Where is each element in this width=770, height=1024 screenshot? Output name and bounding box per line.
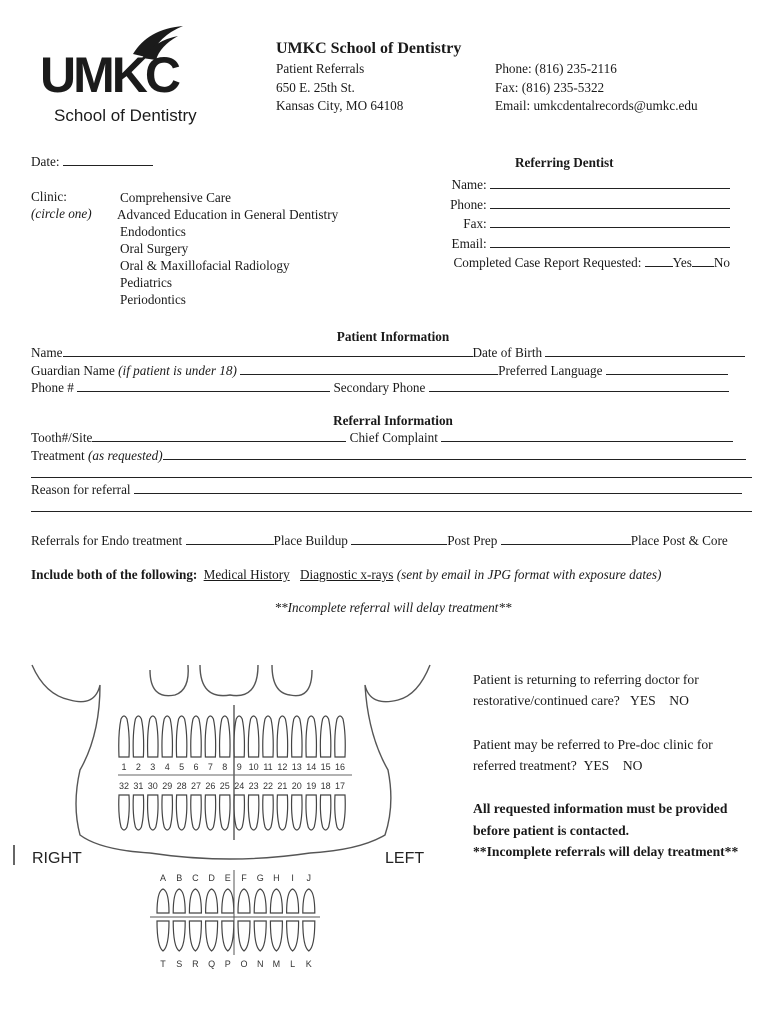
primary-upper-tooth <box>222 889 234 913</box>
lower-tooth <box>306 795 317 830</box>
upper-tooth <box>277 716 288 757</box>
treatment-field[interactable] <box>31 448 746 464</box>
upper-tooth-number: 13 <box>291 762 302 772</box>
lower-tooth <box>191 795 202 830</box>
upper-tooth-number: 12 <box>277 762 288 772</box>
upper-tooth-number: 7 <box>207 762 213 772</box>
lower-tooth-number: 20 <box>291 781 302 791</box>
lower-tooth <box>162 795 173 830</box>
medical-history-label: Medical History <box>203 567 290 582</box>
endo-field[interactable] <box>31 533 728 549</box>
lower-tooth-number: 27 <box>190 781 202 791</box>
primary-upper-tooth <box>270 889 282 913</box>
predoc-question-line2: referred treatment? <box>473 758 577 773</box>
address-line-3: Kansas City, MO 64108 <box>276 98 404 113</box>
guardian-field[interactable] <box>31 363 728 379</box>
primary-upper-letter: H <box>273 873 280 883</box>
upper-tooth-number: 10 <box>248 762 259 772</box>
required-notice <box>473 798 738 863</box>
lower-tooth-number: 22 <box>262 781 274 791</box>
dentist-name-field[interactable] <box>450 175 730 195</box>
upper-tooth-number: 2 <box>135 762 141 772</box>
primary-lower-tooth <box>270 921 282 951</box>
lower-tooth <box>292 795 303 830</box>
upper-tooth <box>234 716 245 757</box>
case-report-label: Completed Case Report Requested: <box>453 255 642 270</box>
primary-lower-letter: N <box>256 959 264 969</box>
primary-upper-letter: B <box>176 873 183 883</box>
primary-upper-letter: E <box>224 873 231 883</box>
returning-no[interactable]: NO <box>669 693 689 708</box>
primary-lower-tooth <box>303 921 315 951</box>
left-side-label: LEFT <box>385 850 425 867</box>
returning-question-line2: restorative/continued care? <box>473 693 620 708</box>
primary-lower-letter: P <box>224 959 231 969</box>
lower-tooth-number: 18 <box>320 781 331 791</box>
treatment-line <box>163 458 746 460</box>
case-report-yes-line <box>645 265 673 267</box>
dentist-fax-label: Fax: <box>463 216 487 231</box>
upper-tooth <box>220 716 231 757</box>
lower-tooth-number: 30 <box>147 781 158 791</box>
chief-complaint-label: Chief Complaint <box>349 430 438 445</box>
primary-upper-tooth <box>287 889 299 913</box>
logo <box>38 28 198 128</box>
dentist-fax-field[interactable] <box>450 214 730 234</box>
case-report-no[interactable]: No <box>713 255 730 270</box>
upper-tooth-number: 15 <box>320 762 331 772</box>
xrays-note: (sent by email in JPG format with exposure dates) <box>396 567 662 582</box>
reason-line <box>134 492 742 494</box>
reason-field[interactable] <box>31 482 742 498</box>
place-buildup-label: Place Buildup <box>273 533 348 548</box>
primary-lower-tooth <box>157 921 169 951</box>
predoc-question-line1: Patient may be referred to Pre-doc clinic for <box>473 737 713 752</box>
palate-right <box>272 665 312 696</box>
case-report-field[interactable] <box>450 253 730 273</box>
dentist-email-line <box>490 246 730 248</box>
include-line <box>31 567 661 583</box>
language-line <box>606 373 728 375</box>
lower-tooth <box>248 795 259 830</box>
date-label: Date: <box>31 154 60 169</box>
upper-tooth <box>133 716 144 757</box>
address-line-1: Patient Referrals <box>276 61 365 76</box>
upper-tooth-number: 14 <box>306 762 317 772</box>
patient-info-heading: Patient Information <box>336 329 450 344</box>
lower-tooth <box>205 795 216 830</box>
clinic-option-oral-surgery[interactable]: Oral Surgery <box>120 241 189 256</box>
incomplete-warning: **Incomplete referral will delay treatment** <box>274 600 512 615</box>
patient-name-field[interactable] <box>31 345 745 361</box>
primary-upper-tooth <box>303 889 315 913</box>
primary-upper-letter: C <box>192 873 199 883</box>
required-notice-line1: All requested information must be provided <box>473 801 728 816</box>
clinic-option-aegd[interactable]: Advanced Education in General Dentistry <box>117 207 339 222</box>
tooth-site-label: Tooth#/Site <box>31 430 93 445</box>
primary-lower-tooth <box>238 921 250 951</box>
endo-buildup-line <box>186 543 274 545</box>
dentist-phone-label: Phone: <box>450 196 487 212</box>
dentist-phone-line <box>490 207 730 209</box>
jaw-outline-right <box>310 665 430 853</box>
lower-tooth <box>263 795 274 830</box>
upper-tooth-number: 6 <box>193 762 199 772</box>
secondary-phone-line <box>429 390 729 392</box>
dentist-email-label: Email: <box>451 235 487 251</box>
guardian-line <box>240 373 498 375</box>
upper-tooth <box>176 716 187 757</box>
primary-lower-letter: R <box>192 959 199 969</box>
lower-tooth <box>234 795 245 830</box>
lower-tooth-number: 28 <box>176 781 187 791</box>
primary-lower-letter: S <box>176 959 183 969</box>
predoc-no[interactable]: NO <box>622 758 643 773</box>
guardian-label: Guardian Name <box>31 363 115 378</box>
predoc-yes[interactable]: YES <box>583 758 610 773</box>
treatment-line-2[interactable] <box>31 477 752 478</box>
dob-label: Date of Birth <box>472 345 543 360</box>
post-core-label: Place Post & Core <box>630 533 728 548</box>
lower-tooth-number: 23 <box>248 781 259 791</box>
page-title: UMKC School of Dentistry <box>276 40 462 57</box>
date-line <box>63 164 153 166</box>
lower-tooth-number: 24 <box>234 781 245 791</box>
phone-label: Phone # <box>31 380 74 395</box>
dentist-phone-field[interactable] <box>450 195 730 215</box>
patient-name-line <box>63 355 473 357</box>
contact-fax: Fax: (816) 235-5322 <box>495 80 605 95</box>
language-label: Preferred Language <box>498 363 603 378</box>
lower-teeth <box>119 795 346 830</box>
lower-tooth <box>320 795 331 830</box>
primary-upper-letter: A <box>159 873 167 883</box>
required-notice-line2: before patient is contacted. <box>473 822 630 838</box>
upper-tooth <box>248 716 259 757</box>
upper-tooth-number: 9 <box>236 762 242 772</box>
upper-tooth-number: 1 <box>121 762 127 772</box>
upper-tooth-number: 3 <box>150 762 156 772</box>
primary-lower-letter: K <box>305 959 312 969</box>
patient-name-label: Name <box>31 345 63 360</box>
lower-tooth <box>148 795 159 830</box>
clinic-option-periodontics[interactable]: Periodontics <box>120 292 186 307</box>
reason-line-2[interactable] <box>31 511 752 512</box>
referring-dentist-heading: Referring Dentist <box>515 155 614 170</box>
upper-tooth-number: 4 <box>164 762 170 772</box>
primary-upper-tooth <box>254 889 266 913</box>
logo-text: UMKC <box>40 47 178 103</box>
primary-upper-letter: J <box>306 873 312 883</box>
jaw-bottom <box>150 853 310 859</box>
secondary-phone-label: Secondary Phone <box>333 380 426 395</box>
lower-tooth-number: 32 <box>118 781 130 791</box>
lower-tooth <box>277 795 288 830</box>
guardian-note: (if patient is under 18) <box>118 363 237 378</box>
lower-tooth <box>176 795 187 830</box>
primary-upper-tooth <box>157 889 169 913</box>
required-notice-line3: **Incomplete referrals will delay treatment** <box>473 844 739 859</box>
clinic-options <box>117 189 338 308</box>
primary-lower-letter: L <box>290 959 296 969</box>
primary-lower-letter: T <box>160 959 166 969</box>
clinic-label: Clinic: <box>31 189 67 204</box>
upper-tooth <box>205 716 216 757</box>
include-label: Include both of the following: <box>31 567 198 582</box>
lower-tooth <box>133 795 144 830</box>
upper-tooth <box>148 716 159 757</box>
upper-tooth <box>306 716 317 757</box>
returning-question-line1: Patient is returning to referring doctor for <box>473 672 699 687</box>
lower-tooth-number: 26 <box>205 781 216 791</box>
lower-tooth-number: 21 <box>277 781 288 791</box>
post-prep-label: Post Prep <box>447 533 498 548</box>
phone-field[interactable] <box>31 380 729 396</box>
lower-tooth-number: 29 <box>162 781 173 791</box>
endo-postcore-line <box>501 543 631 545</box>
returning-question <box>473 669 699 711</box>
upper-tooth <box>335 716 346 757</box>
chief-complaint-line <box>441 440 733 442</box>
case-report-no-line <box>692 265 714 267</box>
upper-tooth-number: 11 <box>263 762 273 772</box>
primary-lower-letter: O <box>240 959 248 969</box>
endo-label: Referrals for Endo treatment <box>31 533 183 548</box>
upper-tooth-number: 16 <box>334 762 346 772</box>
upper-tooth <box>162 716 173 757</box>
referral-info-heading: Referral Information <box>333 413 453 428</box>
upper-tooth <box>320 716 331 757</box>
upper-tooth <box>191 716 202 757</box>
primary-lower-tooth <box>287 921 299 951</box>
clinic-option-endodontics[interactable]: Endodontics <box>120 224 186 239</box>
palate-center <box>200 665 258 696</box>
upper-tooth <box>119 716 130 757</box>
treatment-label: Treatment <box>31 448 85 463</box>
lower-tooth-number: 25 <box>219 781 230 791</box>
lower-tooth <box>335 795 346 830</box>
dentist-name-line <box>490 187 730 189</box>
primary-lower-letter: M <box>272 959 281 969</box>
dentist-name-label: Name: <box>451 177 487 192</box>
jaw-outline-left <box>32 665 150 853</box>
primary-upper-tooth <box>238 889 250 913</box>
logo-subtitle: School of Dentistry <box>54 106 197 125</box>
contact-email: Email: umkcdentalrecords@umkc.edu <box>495 98 698 113</box>
dentist-fax-line <box>490 226 730 228</box>
lower-tooth-number: 17 <box>334 781 346 791</box>
palate-left <box>150 665 188 696</box>
clinic-option-pediatrics[interactable]: Pediatrics <box>120 275 173 290</box>
primary-lower-tooth <box>254 921 266 951</box>
predoc-question <box>473 734 713 776</box>
lower-tooth-number: 19 <box>306 781 317 791</box>
lower-tooth <box>220 795 231 830</box>
reason-label: Reason for referral <box>31 482 131 497</box>
primary-lower-tooth <box>206 921 218 951</box>
right-side-label: RIGHT <box>32 850 82 867</box>
upper-tooth <box>263 716 274 757</box>
primary-upper-tooth <box>189 889 201 913</box>
primary-upper-tooth <box>173 889 185 913</box>
date-field[interactable] <box>31 154 153 170</box>
tooth-site-field[interactable] <box>31 430 733 446</box>
endo-postprep-line <box>351 543 447 545</box>
primary-upper-tooth <box>206 889 218 913</box>
lower-tooth <box>119 795 130 830</box>
clinic-sublabel: (circle one) <box>31 206 92 221</box>
dentist-email-field[interactable] <box>450 234 730 254</box>
referring-dentist-fields <box>450 175 730 273</box>
primary-upper-letter: I <box>291 873 294 883</box>
case-report-yes[interactable]: Yes <box>672 255 692 270</box>
lower-tooth-number: 31 <box>133 781 144 791</box>
tooth-site-line <box>92 440 346 442</box>
treatment-note: (as requested) <box>88 448 163 463</box>
primary-lower-tooth <box>173 921 185 951</box>
upper-teeth <box>119 716 346 757</box>
primary-upper-letter: D <box>208 873 215 883</box>
dob-line <box>545 355 745 357</box>
primary-upper-letter: G <box>256 873 264 883</box>
primary-lower-letter: Q <box>208 959 216 969</box>
tooth-chart <box>0 655 460 1015</box>
clinic-option-radiology[interactable]: Oral & Maxillofacial Radiology <box>120 258 290 273</box>
contact-phone: Phone: (816) 235-2116 <box>495 61 617 76</box>
upper-tooth <box>292 716 303 757</box>
primary-upper-letter: F <box>241 873 247 883</box>
primary-lower-tooth <box>222 921 234 951</box>
phone-line <box>77 390 330 392</box>
upper-tooth-number: 5 <box>179 762 185 772</box>
primary-lower-tooth <box>189 921 201 951</box>
diagnostic-xrays-label: Diagnostic x-rays <box>300 567 394 582</box>
clinic-option-comprehensive[interactable]: Comprehensive Care <box>120 190 231 205</box>
address-line-2: 650 E. 25th St. <box>276 80 355 95</box>
returning-yes[interactable]: YES <box>630 693 656 708</box>
upper-tooth-number: 8 <box>222 762 228 772</box>
